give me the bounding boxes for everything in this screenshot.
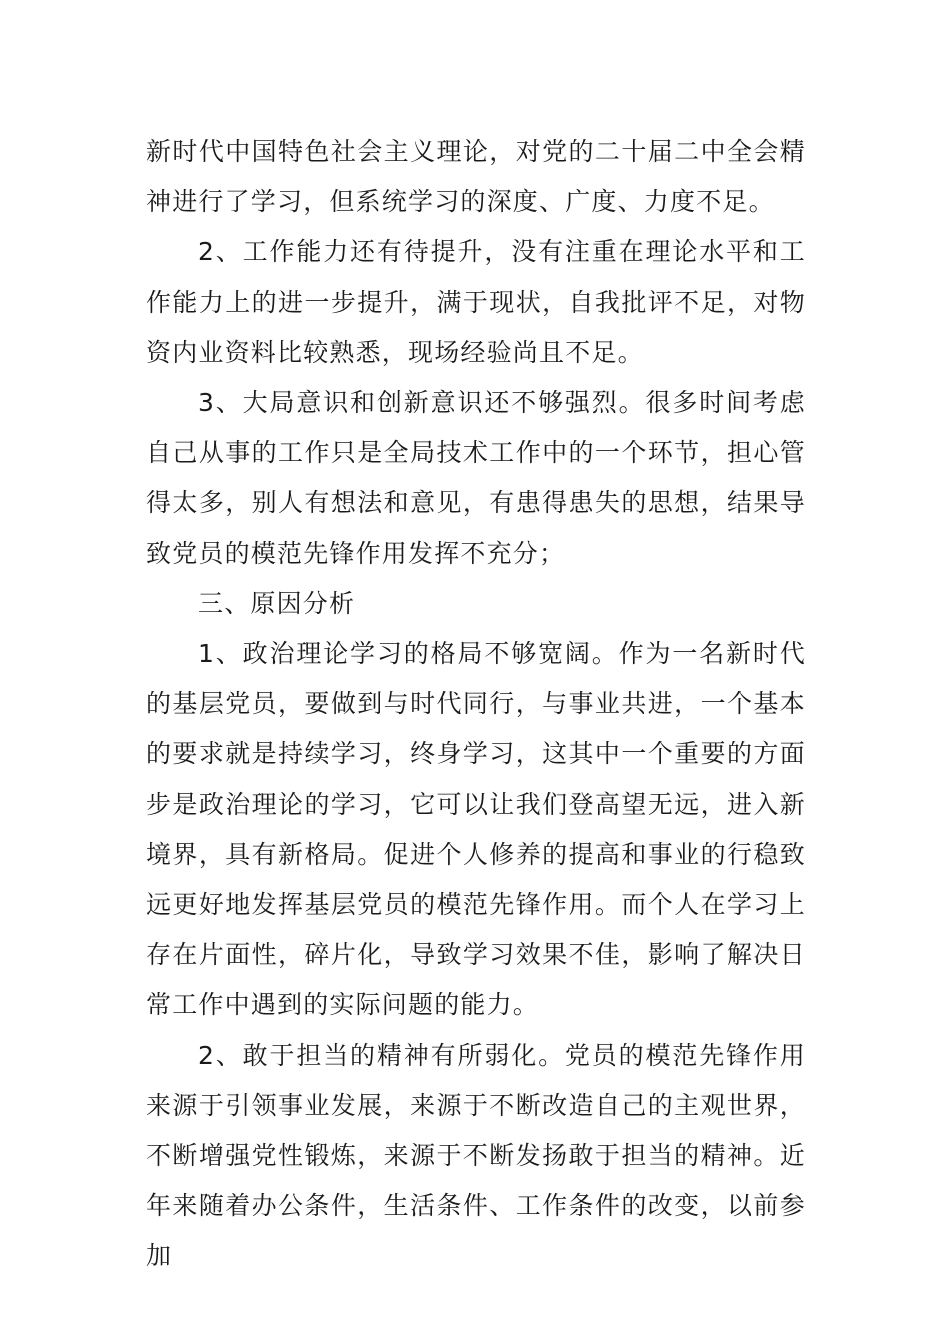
- paragraph-4: 1、政治理论学习的格局不够宽阔。作为一名新时代的基层党员，要做到与时代同行，与事业共进，一个基本的要求就是持续学习，终身学习，这其中一个重要的方面步是政治理论的学习，它可以让我们登高望无远，进入新境界，具有新格局。促进个人修养的提高和事业的行稳致远更好地发挥基层党员的模范先锋作用。而个人在学习上存在片面性，碎片化，导致学习效果不佳，影响了解决日常工作中遇到的实际问题的能力。: [146, 639, 806, 1020]
- paragraph-1: 新时代中国特色社会主义理论，对党的二十届二中全会精神进行了学习，但系统学习的深度、广度、力度不足。: [146, 137, 806, 217]
- paragraph-5: 2、敢于担当的精神有所弱化。党员的模范先锋作用来源于引领事业发展，来源于不断改造自己的主观世界，不断增强党性锻炼，来源于不断发扬敢于担当的精神。近年来随着办公条件，生活条件、工作条件的改变，以前参加: [146, 1040, 806, 1271]
- section-heading: 三、原因分析: [198, 588, 356, 618]
- document-body: [146, 127, 806, 1282]
- paragraph-2: 2、工作能力还有待提升，没有注重在理论水平和工作能力上的进一步提升，满于现状，自我批评不足，对物资内业资料比较熟悉，现场经验尚且不足。: [146, 237, 806, 367]
- paragraph-3: 3、大局意识和创新意识还不够强烈。很多时间考虑自己从事的工作只是全局技术工作中的一个环节，担心管得太多，别人有想法和意见，有患得患失的思想，结果导致党员的模范先锋作用发挥不充分；: [146, 388, 806, 568]
